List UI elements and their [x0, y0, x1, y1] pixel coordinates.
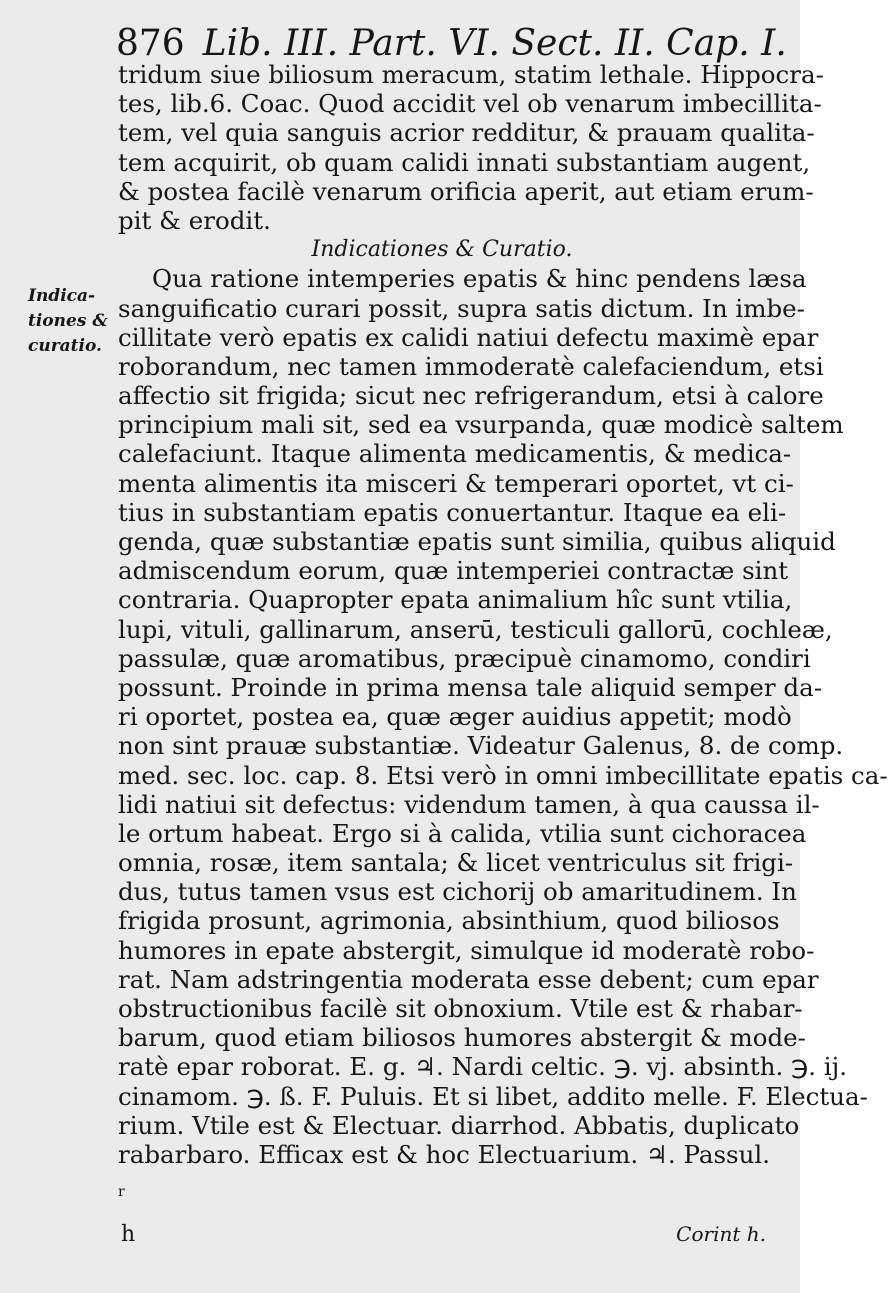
- text-line: tridum siue biliosum meracum, statim lethale. Hippocra-: [118, 60, 824, 89]
- signature-mark: h: [121, 1222, 136, 1247]
- margin-note-line: tiones &: [28, 311, 108, 331]
- corner-mark: r: [118, 1184, 125, 1200]
- catchword: Corint h.: [676, 1222, 766, 1246]
- margin-note-line: curatio.: [28, 336, 102, 356]
- text-line: admiscendum eorum, quæ intemperiei contractæ sint: [118, 556, 789, 586]
- text-line: tem acquirit, ob quam calidi innati substantiam augent,: [118, 147, 811, 177]
- text-line: ri oportet, postea ea, quæ æger auidius appetit; modò: [118, 702, 792, 732]
- text-line: frigida prosunt, agrimonia, absinthium, quod biliosos: [118, 906, 780, 936]
- text-line: pit & erodit.: [118, 205, 271, 235]
- text-line: passulæ, quæ aromatibus, præcipuè cinamomo, condiri: [118, 643, 811, 673]
- text-line: Qua ratione intemperies epatis & hinc pendens læsa: [152, 264, 807, 294]
- text-line: med. sec. loc. cap. 8. Etsi verò in omni imbecillitate epatis ca-: [118, 760, 888, 790]
- text-line: non sint prauæ substantiæ. Videatur Galenus, 8. de comp.: [118, 731, 844, 761]
- text-line: genda, quæ substantiæ epatis sunt similia, quibus aliquid: [118, 527, 836, 556]
- text-line: dus, tutus tamen vsus est cichorij ob amaritudinem. In: [118, 877, 797, 907]
- text-line: ratè epar roborat. E. g. ♃. Nardi celtic. ℈. vj. absinth. ℈. ij.: [118, 1052, 848, 1082]
- text-line: principium mali sit, sed ea vsurpanda, quæ modicè saltem: [118, 410, 844, 440]
- body-text: [118, 60, 888, 1169]
- text-line: humores in epate abstergit, simulque id moderatè robo-: [118, 935, 815, 965]
- text-line: omnia, rosæ, item santala; & licet ventriculus sit frigi-: [118, 848, 794, 878]
- text-line: tius in substantiam epatis conuertantur. Itaque ea eli-: [118, 497, 787, 527]
- text-line: sanguificatio curari possit, supra satis dictum. In imbe-: [118, 293, 805, 323]
- text-line: contraria. Quapropter epata animalium hîc sunt vtilia,: [118, 585, 793, 615]
- text-line: affectio sit frigida; sicut nec refrigerandum, etsi à calore: [118, 381, 824, 411]
- text-line: rabarbaro. Efficax est & hoc Electuarium. ♃. Passul.: [118, 1139, 771, 1169]
- text-line: tem, vel quia sanguis acrior redditur, & prauam qualita-: [118, 118, 815, 148]
- text-line: possunt. Proinde in prima mensa tale aliquid semper da-: [118, 672, 823, 702]
- text-line: rium. Vtile est & Electuar. diarrhod. Abbatis, duplicato: [118, 1110, 800, 1140]
- text-line: lupi, vituli, gallinarum, anserū, testiculi gallorū, cochleæ,: [118, 614, 833, 644]
- text-line: cillitate verò epatis ex calidi natiui defectu maximè epar: [118, 322, 819, 352]
- text-line: lidi natiui sit defectus: videndum tamen, à qua caussa il-: [118, 789, 820, 819]
- text-line: le ortum habeat. Ergo si à calida, vtilia sunt cichoracea: [118, 818, 807, 848]
- text-line: menta alimentis ita misceri & temperari oportet, vt ci-: [118, 468, 794, 498]
- text-line: & postea facilè venarum orificia aperit, aut etiam erum-: [118, 176, 814, 206]
- margin-note: [28, 284, 124, 359]
- text-line: tes, lib.6. Coac. Quod accidit vel ob venarum imbecillita-: [118, 89, 822, 119]
- text-line: rat. Nam adstringentia moderata esse debent; cum epar: [118, 964, 819, 994]
- text-line: cinamom. ℈. ß. F. Puluis. Et si libet, addito melle. F. Electua-: [118, 1081, 868, 1111]
- running-title: Lib. III. Part. VI. Sect. II. Cap. I.: [202, 23, 787, 64]
- text-line: roborandum, nec tamen immoderatè calefaciendum, etsi: [118, 351, 824, 381]
- section-heading: Indicationes & Curatio.: [311, 237, 573, 263]
- text-line: calefaciunt. Itaque alimenta medicamentis, & medica-: [118, 439, 792, 469]
- text-line: obstructionibus facilè sit obnoxium. Vtile est & rhabar-: [118, 994, 803, 1023]
- margin-note-line: Indica-: [28, 286, 96, 306]
- text-line: barum, quod etiam biliosos humores abstergit & mode-: [118, 1023, 806, 1053]
- page-number: 876: [116, 23, 185, 64]
